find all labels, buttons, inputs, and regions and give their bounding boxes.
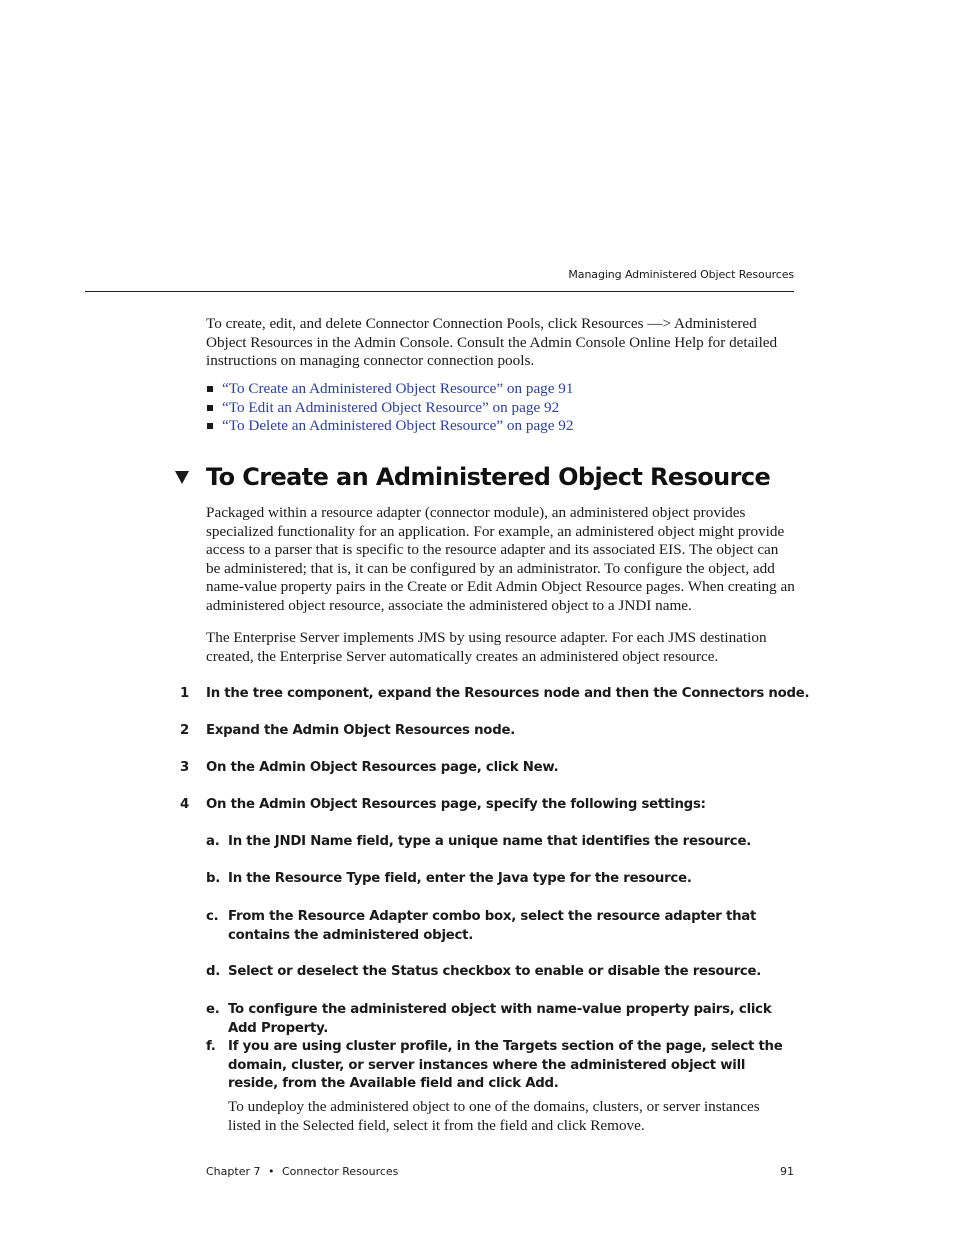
substep-letter: c.: [206, 909, 219, 924]
substep-text: Select or deselect the Status checkbox to enable or disable the resource.: [228, 964, 762, 979]
square-bullet-icon: [207, 423, 213, 429]
substep-text: From the Resource Adapter combo box, select the resource adapter that contains the administered object.: [228, 909, 757, 943]
list-item: [206, 399, 796, 418]
substep-text: In the JNDI Name field, type a unique name that identifies the resource.: [228, 834, 752, 849]
triangle-down-icon: [175, 471, 189, 484]
square-bullet-icon: [207, 405, 213, 411]
substep-letter: f.: [206, 1039, 216, 1054]
intro-text: To create, edit, and delete Connector Connection Pools, click Resources —> Administered Object Resources in the Admin Console. Consult the Admin Console Online Help for detailed instructions on managing connector connection pools.: [206, 315, 778, 370]
chapter-label: Chapter 7: [206, 1165, 261, 1178]
running-head: Managing Administered Object Resources: [568, 268, 794, 281]
substep-letter: d.: [206, 964, 221, 979]
square-bullet-icon: [207, 386, 213, 392]
step-number: 4: [180, 797, 190, 812]
step-number: 3: [180, 760, 190, 775]
step-number: 1: [180, 686, 190, 701]
substep-text: If you are using cluster profile, in the Targets section of the page, select the domain, cluster, or server instances where the administered object will reside, from the Available field and click Add.: [228, 1039, 783, 1091]
step-number: 2: [180, 723, 190, 738]
footer-chapter: [206, 1165, 398, 1178]
link-create-resource[interactable]: “To Create an Administered Object Resource” on page 91: [222, 380, 574, 397]
step-text: In the tree component, expand the Resources node and then the Connectors node.: [206, 686, 810, 701]
link-delete-resource[interactable]: “To Delete an Administered Object Resource” on page 92: [222, 417, 574, 435]
list-item: [206, 417, 796, 436]
substep-text: To configure the administered object with name-value property pairs, click Add Property.: [228, 1002, 772, 1036]
header-rule: [85, 291, 794, 292]
page-number: 91: [780, 1165, 794, 1178]
substep-letter: a.: [206, 834, 220, 849]
substep-note: To undeploy the administered object to one of the domains, clusters, or server instances listed in the Selected field, select it from the field and click Remove.: [228, 1098, 760, 1134]
step-text: On the Admin Object Resources page, click New.: [206, 760, 559, 775]
link-edit-resource[interactable]: “To Edit an Administered Object Resource” on page 92: [222, 398, 560, 416]
section-paragraph-1: Packaged within a resource adapter (connector module), an administered object provides specialized functionality for an application. For example, an administered object might provide access to a parser that is specific to the resource adapter and its associated EIS. The object can be administered; that is, it can be configured by an administrator. To configure the object, add name-value property pairs in the Create or Edit Admin Object Resource pages. When creating an administered object resource, associate the administered object to a JNDI name.: [206, 504, 795, 614]
section-title: To Create an Administered Object Resource: [206, 463, 771, 491]
substep-letter: b.: [206, 871, 221, 886]
section-paragraph-2: The Enterprise Server implements JMS by using resource adapter. For each JMS destination created, the Enterprise Server automatically creates an administered object resource.: [206, 629, 767, 665]
substep-text: In the Resource Type field, enter the Java type for the resource.: [228, 871, 692, 886]
list-item: [206, 380, 796, 399]
footer-separator: •: [267, 1165, 275, 1178]
intro-paragraph: [206, 315, 796, 371]
step-text: On the Admin Object Resources page, specify the following settings:: [206, 797, 706, 812]
step-text: Expand the Admin Object Resources node.: [206, 723, 516, 738]
link-list: [206, 380, 796, 436]
substep-letter: e.: [206, 1002, 220, 1017]
chapter-title: Connector Resources: [281, 1165, 399, 1178]
